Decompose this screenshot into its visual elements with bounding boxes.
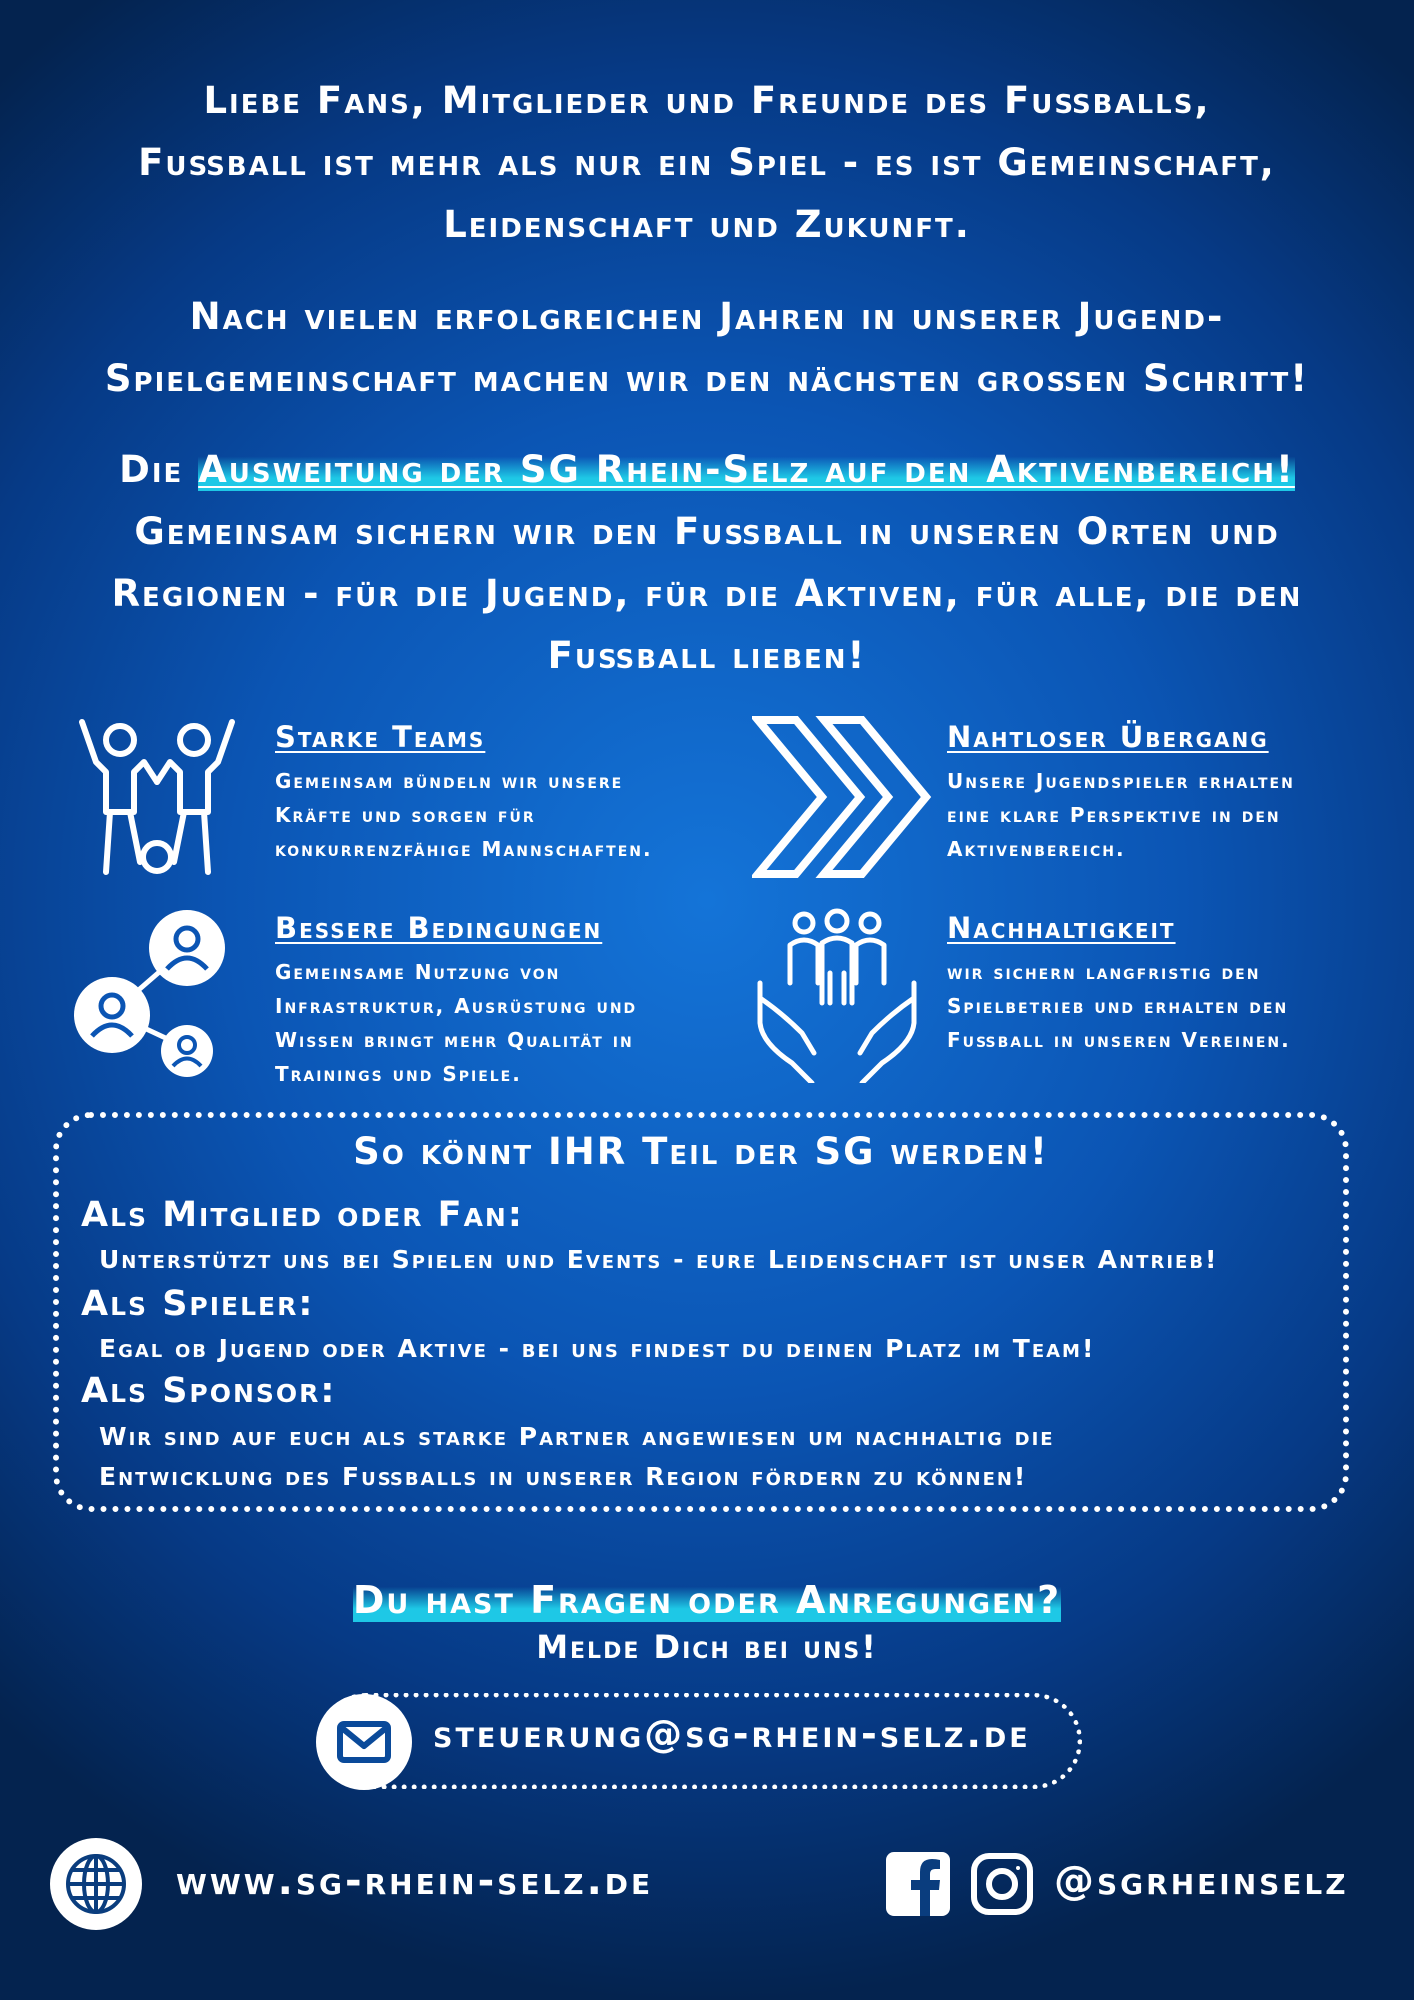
contact-question: Du hast Fragen oder Anregungen?: [352, 1578, 1062, 1622]
social-handle[interactable]: @sgrheinselz: [1054, 1858, 1349, 1904]
instagram-icon[interactable]: [970, 1852, 1034, 1916]
feature-starke-teams: [72, 712, 712, 882]
join-sponsor-text: Entwicklung des Fußballs in unserer Region fördern zu können!: [99, 1462, 1028, 1491]
intro-line: Fußball lieben!: [547, 634, 867, 677]
join-member-heading: Als Mitglied oder Fan:: [81, 1195, 524, 1235]
feature-title: Nachhaltigkeit: [947, 911, 1176, 945]
contact-cta: Melde Dich bei uns!: [536, 1628, 878, 1666]
join-title: So könnt IHR Teil der SG werden!: [353, 1130, 1049, 1173]
intro-block: [0, 70, 1414, 256]
feature-line: Spielbetrieb und erhalten den: [947, 994, 1289, 1018]
intro-line: Liebe Fans, Mitglieder und Freunde des Fußballs,: [203, 79, 1211, 122]
intro-prefix: Die: [119, 448, 184, 491]
join-box: [53, 1112, 1349, 1512]
double-chevron-icon: [752, 712, 932, 882]
intro-line: Nach vielen erfolgreichen Jahren in unserer Jugend-: [189, 295, 1225, 338]
feature-line: eine klare Perspektive in den: [947, 803, 1281, 827]
feature-line: Kräfte und sorgen für: [275, 803, 536, 827]
mail-icon[interactable]: [316, 1694, 412, 1790]
email-link[interactable]: [318, 1693, 1082, 1789]
intro-line: Regionen - für die Jugend, für die Aktiven, für alle, die den: [111, 572, 1303, 615]
feature-line: Fußball in unseren Vereinen.: [947, 1028, 1291, 1052]
intro-block-3: [0, 439, 1414, 687]
website-link[interactable]: www.sg-rhein-selz.de: [176, 1858, 654, 1904]
feature-line: wir sichern langfristig den: [947, 960, 1261, 984]
feature-line: Wissen bringt mehr Qualität in: [275, 1028, 634, 1052]
feature-bessere-bedingungen: [72, 903, 712, 1093]
intro-line: Fußball ist mehr als nur ein Spiel - es ist Gemeinschaft,: [138, 141, 1276, 184]
hands-people-icon: [752, 903, 922, 1083]
facebook-icon[interactable]: [886, 1852, 950, 1916]
feature-line: Gemeinsam bündeln wir unsere: [275, 769, 624, 793]
join-sponsor-text: Wir sind auf euch als starke Partner angewiesen um nachhaltig die: [99, 1422, 1055, 1451]
highlight-text: Ausweitung der SG Rhein-Selz auf den Aktivenbereich!: [198, 448, 1295, 491]
email-address[interactable]: steuerung@sg-rhein-selz.de: [433, 1712, 1031, 1756]
intro-line: Spielgemeinschaft machen wir den nächsten großen Schritt!: [104, 357, 1310, 400]
football-players-icon: [72, 712, 242, 882]
join-sponsor-heading: Als Sponsor:: [81, 1371, 337, 1411]
feature-line: Trainings und Spiele.: [275, 1062, 522, 1086]
feature-line: Aktivenbereich.: [947, 837, 1126, 861]
intro-block-2: [0, 286, 1414, 410]
intro-line: Leidenschaft und Zukunft.: [443, 203, 971, 246]
intro-line: Gemeinsam sichern wir den Fußball in unseren Orten und: [134, 510, 1280, 553]
join-player-heading: Als Spieler:: [81, 1284, 315, 1324]
globe-icon: [50, 1838, 142, 1930]
feature-nahtloser-uebergang: [752, 712, 1372, 882]
feature-title: Starke Teams: [275, 720, 486, 754]
join-player-text: Egal ob Jugend oder Aktive - bei uns findest du deinen Platz im Team!: [99, 1334, 1096, 1363]
feature-line: konkurrenzfähige Mannschaften.: [275, 837, 653, 861]
feature-line: Gemeinsame Nutzung von: [275, 960, 561, 984]
join-member-text: Unterstützt uns bei Spielen und Events - eure Leidenschaft ist unser Antrieb!: [99, 1245, 1219, 1274]
network-people-icon: [72, 903, 232, 1083]
feature-line: Infrastruktur, Ausrüstung und: [275, 994, 638, 1018]
feature-title: Bessere Bedingungen: [275, 911, 603, 945]
feature-nachhaltigkeit: [752, 903, 1372, 1093]
feature-line: Unsere Jugendspieler erhalten: [947, 769, 1295, 793]
feature-title: Nahtloser Übergang: [947, 720, 1269, 754]
intro-line: [0, 439, 1414, 501]
contact-question-wrap: [0, 1578, 1414, 1622]
